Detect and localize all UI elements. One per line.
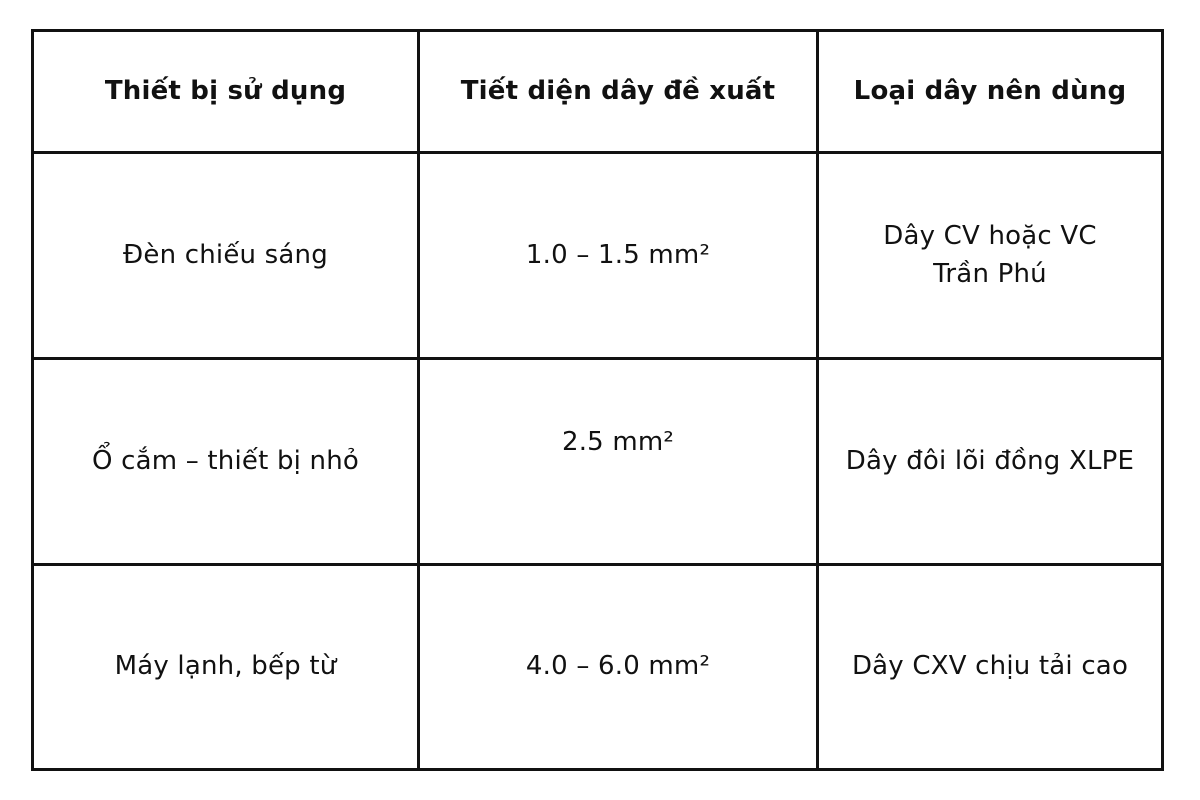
row-3-wire-type [819, 566, 1161, 768]
row-1-device [34, 154, 420, 360]
header-wire-type-label: Loại dây nên dùng [853, 75, 1127, 106]
row-1-wire-type [819, 154, 1161, 360]
header-section-label: Tiết diện dây đề xuất [460, 75, 776, 106]
row-1-section [420, 154, 819, 360]
row-2-wire-type [819, 360, 1161, 566]
row-1-wire-type-line1: Dây CV hoặc VC [883, 220, 1097, 251]
header-section [420, 32, 819, 154]
row-3-device [34, 566, 420, 768]
header-device-label: Thiết bị sử dụng [104, 75, 347, 106]
row-1-wire-type-line2: Trần Phú [933, 258, 1047, 289]
header-device [34, 32, 420, 154]
row-2-wire-type-text: Dây đôi lõi đồng XLPE [845, 445, 1135, 476]
row-2-section [420, 360, 819, 566]
row-3-wire-type-text: Dây CXV chịu tải cao [851, 651, 1129, 682]
row-3-device-text: Máy lạnh, bếp từ [114, 651, 337, 682]
row-2-device-text: Ổ cắm – thiết bị nhỏ [91, 445, 360, 476]
row-3-section-text: 4.0 – 6.0 mm² [525, 651, 711, 682]
header-wire-type [819, 32, 1161, 154]
wire-spec-table [31, 29, 1164, 771]
row-1-device-text: Đèn chiếu sáng [123, 239, 328, 270]
row-2-device [34, 360, 420, 566]
row-2-section-text: 2.5 mm² [561, 427, 675, 457]
row-1-section-text: 1.0 – 1.5 mm² [525, 239, 711, 270]
row-3-section [420, 566, 819, 768]
